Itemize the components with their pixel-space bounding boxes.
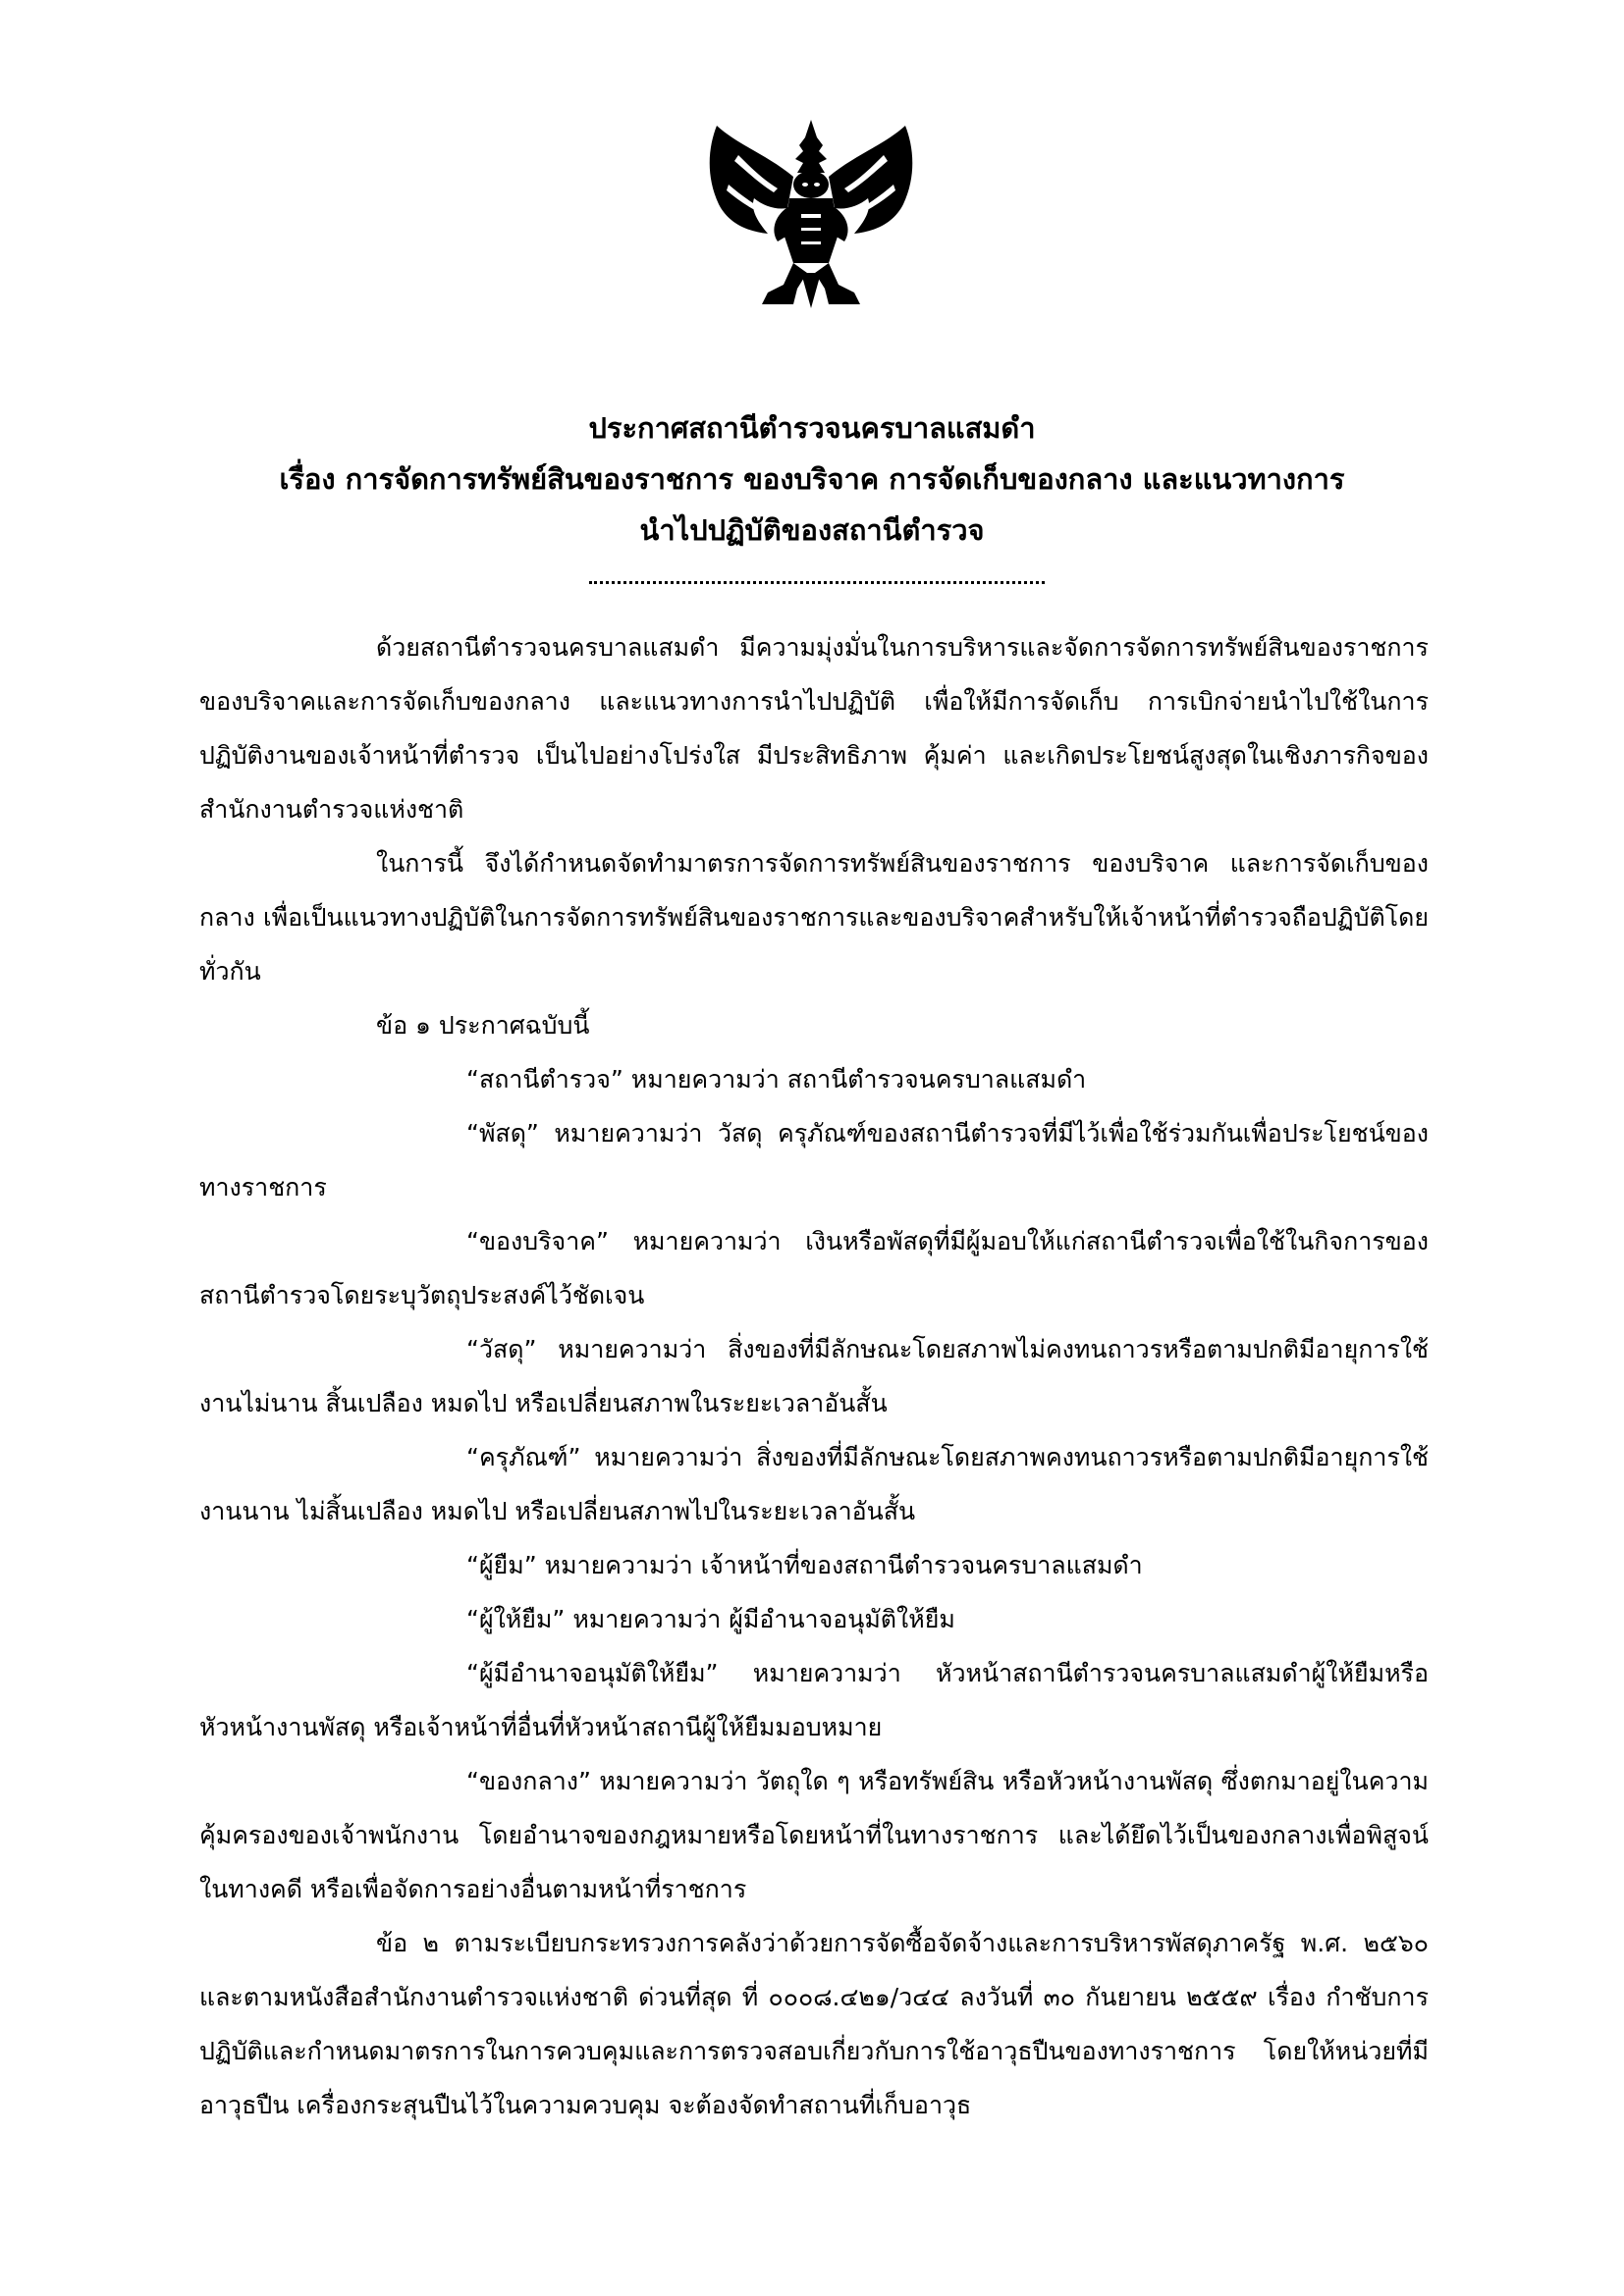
definition-materials: “วัสดุ” หมายความว่า สิ่งของที่มีลักษณะโดยสภาพไม่คงทนถาวรหรือตามปกติมีอายุการใช้งานไม่นาน สิ้นเปลือง หมดไป หรือเปลี่ยนสภาพในระยะเวลาอันสั้น: [199, 1335, 1429, 1417]
definition-lender: “ผู้ให้ยืม” หมายความว่า ผู้มีอำนาจอนุมัติให้ยืม: [466, 1605, 955, 1633]
title-divider: [589, 581, 1045, 584]
definition-equipment: “ครุภัณฑ์” หมายความว่า สิ่งของที่มีลักษณะโดยสภาพคงทนถาวรหรือตามปกติมีอายุการใช้งานนาน ไม่สิ้นเปลือง หมดไป หรือเปลี่ยนสภาพไปในระยะเวลาอันสั้น: [199, 1443, 1429, 1525]
document-body: [199, 620, 1429, 2132]
definition-evidence: “ของกลาง” หมายความว่า วัตถุใด ๆ หรือทรัพย์สิน หรือหัวหน้างานพัสดุ ซึ่งตกมาอยู่ในความคุ้มครองของเจ้าพนักงาน โดยอำนาจของกฎหมายหรือโดยหน้าที่ในทางราชการ และได้ยึดไว้เป็นของกลางเพื่อพิสูจน์ในทางคดี หรือเพื่อจัดการอย่างอื่นตามหน้าที่ราชการ: [199, 1767, 1429, 1903]
definition-approver: “ผู้มีอำนาจอนุมัติให้ยืม” หมายความว่า หัวหน้าสถานีตำรวจนครบาลแสมดำผู้ให้ยืมหรือหัวหน้างานพัสดุ หรือเจ้าหน้าที่อื่นที่หัวหน้าสถานีผู้ให้ยืมมอบหมาย: [199, 1659, 1429, 1741]
clause-2: ข้อ ๒ ตามระเบียบกระทรวงการคลังว่าด้วยการจัดซื้อจัดจ้างและการบริหารพัสดุภาครัฐ พ.ศ. ๒๕๖๐ และตามหนังสือสำนักงานตำรวจแห่งชาติ ด่วนที่สุด ที่ ๐๐๐๘.๔๒๑/ว๔๔ ลงวันที่ ๓๐ กันยายน ๒๕๕๙ เรื่อง กำชับการปฏิบัติและกำหนดมาตรการในการควบคุมและการตรวจสอบเกี่ยวกับการใช้อาวุธปืนของทางราชการ โดยให้หน่วยที่มีอาวุธปืน เครื่องกระสุนปืนไว้ในความควบคุม จะต้องจัดทำสถานที่เก็บอาวุธ: [199, 1929, 1429, 2119]
paragraph-purpose: ในการนี้ จึงได้กำหนดจัดทำมาตรการจัดการทรัพย์สินของราชการ ของบริจาค และการจัดเก็บของกลาง เพื่อเป็นแนวทางปฏิบัติในการจัดการทรัพย์สินของราชการและของบริจาคสำหรับให้เจ้าหน้าที่ตำรวจถือปฏิบัติโดยทั่วกัน: [199, 849, 1429, 986]
document-title: [147, 402, 1477, 556]
paragraph-intro: ด้วยสถานีตำรวจนครบาลแสมดำ มีความมุ่งมั่นในการบริหารและจัดการจัดการทรัพย์สินของราชการ ของบริจาคและการจัดเก็บของกลาง และแนวทางการนำไปปฏิบัติ เพื่อให้มีการจัดเก็บ การเบิกจ่ายนำไปใช้ในการปฏิบัติงานของเจ้าหน้าที่ตำรวจ เป็นไปอย่างโปร่งใส มีประสิทธิภาพ คุ้มค่า และเกิดประโยชน์สูงสุดในเชิงภารกิจของสำนักงานตำรวจแห่งชาติ: [199, 633, 1429, 824]
garuda-emblem-icon: [699, 116, 923, 312]
definition-police-station: “สถานีตำรวจ” หมายความว่า สถานีตำรวจนครบาลแสมดำ: [466, 1065, 1087, 1094]
definition-borrower: “ผู้ยืม” หมายความว่า เจ้าหน้าที่ของสถานีตำรวจนครบาลแสมดำ: [466, 1551, 1143, 1579]
definition-donations: “ของบริจาค” หมายความว่า เงินหรือพัสดุที่มีผู้มอบให้แก่สถานีตำรวจเพื่อใช้ในกิจการของสถานีตำรวจโดยระบุวัตถุประสงค์ไว้ชัดเจน: [199, 1227, 1429, 1309]
definition-supplies: “พัสดุ” หมายความว่า วัสดุ ครุภัณฑ์ของสถานีตำรวจที่มีไว้เพื่อใช้ร่วมกันเพื่อประโยชน์ของทางราชการ: [199, 1119, 1429, 1201]
title-line-1: ประกาศสถานีตำรวจนครบาลแสมดำ: [588, 411, 1036, 445]
clause-1-heading: ข้อ ๑ ประกาศฉบับนี้: [376, 1011, 590, 1040]
title-line-3: นำไปปฏิบัติของสถานีตำรวจ: [639, 513, 985, 547]
title-line-2: เรื่อง การจัดการทรัพย์สินของราชการ ของบริจาค การจัดเก็บของกลาง และแนวทางการ: [279, 462, 1345, 496]
